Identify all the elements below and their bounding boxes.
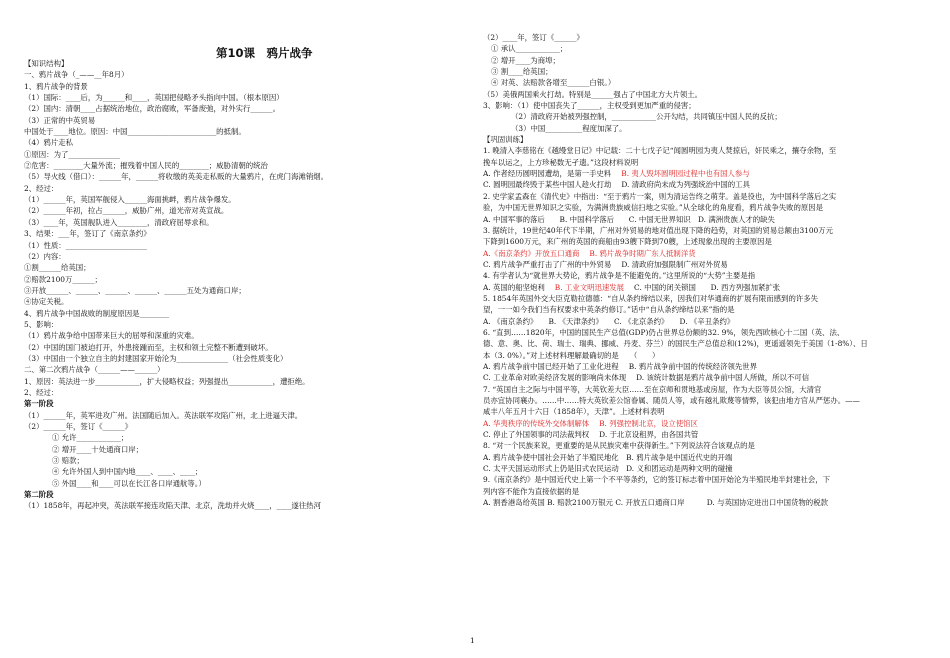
left-line — [24, 228, 474, 239]
left-line — [24, 58, 474, 69]
right-line-text: ④ 对英、法赔款各增至______白银。） — [491, 78, 616, 88]
right-line — [483, 361, 931, 372]
right-line — [483, 32, 931, 43]
right-line — [483, 179, 931, 190]
right-line — [483, 191, 931, 202]
right-line — [483, 214, 931, 225]
left-line — [24, 364, 474, 375]
right-line-option: B. 夷人毁坏圆明园过程中也有国人参与 — [621, 169, 750, 179]
left-line — [24, 285, 474, 296]
left-line — [24, 115, 474, 126]
left-line-text: （1）性质：______________________ — [24, 240, 147, 250]
left-line-text: 1、原因：英法进一步____________，扩大侵略权益；列强提出____________，遭拒绝。 — [24, 376, 310, 386]
right-line-text: 德、意、奥、比、荷、瑞士、瑞典、挪威、丹麦、芬兰）的国民生产总值总和(12%)，更遥遥领先于美国（1-8%）、日 — [483, 339, 868, 349]
right-line — [483, 304, 931, 315]
right-line-text: （5）美俄两国乘火打劫。特别是______强占了中国北方大片领土。 — [483, 89, 703, 99]
left-line-text: 一、鸦片战争（_——__年8月） — [24, 70, 129, 80]
left-line-text: （2）内容： — [24, 251, 66, 261]
right-line-text: 验，为中国无世界知识之实验，为满洲贵族威信扫地之实验。”从全球化的角度看，鸦片战争失败的原因是 — [483, 203, 824, 213]
left-line — [24, 126, 474, 137]
left-line — [24, 262, 474, 273]
left-line-text: 3、结果：___年，签订了《南京条约》 — [24, 229, 151, 239]
left-line-text: 第一阶段 — [24, 399, 54, 409]
right-line-text: 本（3. 0%）。”对上述材料理解最确切的是 （ ） — [483, 350, 660, 360]
left-line — [24, 410, 474, 421]
left-line — [24, 149, 474, 160]
left-line-text: 2、经过： — [24, 387, 59, 397]
right-line-text: 3. 据统计，19世纪40年代下半期，广州对外贸易的地对值出现下降的趋势，对英国的贸易总额由3100万元 — [483, 225, 834, 235]
left-line-text: 二、第二次鸦片战争（______——______） — [24, 365, 165, 375]
right-line — [483, 395, 931, 406]
right-line-text: 6. “直到……1820年，中国的国民生产总值(GDP)仍占世界总份额的32. 9%，领先西欧核心十二国（英、法、 — [483, 327, 845, 337]
right-line-text: 1. 晚清入李慈铭在《越缦堂日记》中记载：二十七戊子记“闻圆明园为夷人焚掠后，奸民乘之，攘夺余物，至 — [483, 146, 837, 156]
right-line-text: ③ 割____给英国； — [491, 67, 553, 77]
left-line-text: （2）国内：清朝____占据统治地位，政治腐败，军备废弛，对外实行______。 — [24, 104, 280, 114]
right-line-option: D. 清政府尚未成为列强统治中国的工具 — [621, 180, 750, 190]
left-line — [24, 205, 474, 216]
right-line — [483, 168, 931, 179]
left-line-text: ②赔款2100万______； — [24, 274, 102, 284]
left-line — [24, 398, 474, 409]
right-line-text: C. 太平天国运动形式上仍是旧式农民运动 D. 义和团运动是两种文明的碰撞 — [483, 464, 733, 474]
right-line — [483, 248, 931, 259]
right-line — [483, 440, 931, 451]
left-line-text: ③ 赔款； — [52, 456, 84, 466]
right-line-text: （2）____年，签订《______》 — [483, 33, 584, 42]
left-line-text: （2）______年，签订《______》 — [24, 422, 133, 431]
right-line-text: 9.《南京条约》是中国近代史上第一个不平等条约，它的签订标志着中国开始沦为半殖民地半封建社会，下 — [483, 475, 831, 485]
left-line-text: 1、鸦片战争的背景 — [24, 81, 88, 91]
right-line — [483, 236, 931, 247]
left-line — [24, 353, 474, 364]
left-line-text: （2）______年初，拉占______，威胁广州，道光帝对英宣战。 — [24, 206, 229, 216]
right-line — [483, 111, 931, 122]
right-line-option: D. 该统计数据是鸦片战争前中国人所做，所以不可信 — [636, 373, 810, 383]
left-line — [24, 478, 474, 489]
left-line — [24, 240, 474, 251]
left-line — [24, 92, 474, 103]
right-line-text: A. 《南京条约》 B. 《天津条约》 C. 《北京条约》 D. 《辛丑条约》 — [483, 316, 735, 326]
right-line-option: B. 工业文明迅速发展 — [554, 282, 625, 292]
right-line-option: B. 鸦片战争时期广东人抵制洋货 — [589, 248, 696, 258]
left-line-text: （1）______年，英军进攻广州。法国随后加入。英法联军攻陷广州，北上进逼天津。 — [24, 410, 303, 420]
left-line-text: ①原因：为了______________ — [24, 149, 121, 159]
left-line-text: 4、鸦片战争中国战败的制度原因是________ — [24, 308, 170, 318]
right-line-text: 【巩固训练】 — [483, 135, 528, 145]
left-line-text: 5、影响： — [24, 319, 59, 329]
left-line-text: （1）1858年，再起冲突，英法联军接连攻陷天津、北京，洗劫并火烧____，____遂往热河 — [24, 501, 321, 511]
right-line — [483, 282, 931, 293]
right-line — [483, 77, 931, 88]
right-line-text: C. 圆明园最终毁于某些中国人趁火打劫 — [483, 180, 612, 190]
page-title: 第10课 鸦片战争 — [216, 46, 313, 60]
right-line — [483, 474, 931, 485]
left-line-text: ⑤ 外国____和____可以在长江各口岸通航等。） — [52, 478, 206, 488]
left-line-text: （3）____年，英国舰队进入________，清政府屈辱求和。 — [24, 217, 214, 227]
right-line — [483, 350, 931, 361]
right-line-option: D. 于北京设租界，由各国共管 — [599, 430, 699, 440]
right-line-text: 4. 有学者认为“就世界大势论，鸦片战争是不能避免的。”这里所说的“大势”主要是指 — [483, 271, 756, 281]
left-line-text: ②危害：________大量外流；摧残着中国人民的________；威胁清朝的统治 — [24, 161, 268, 171]
left-line-text: 中国处于____地位。原因：中国________________________的抵制。 — [24, 127, 246, 137]
right-line-text: 望，一一如今我们当有权要求中英条约修订。”话中“自从条约缔结以来”指的是 — [483, 305, 735, 315]
right-line — [483, 43, 931, 54]
right-line-text: 8. “对一个民族来说，更重要的是从民族灾难中获得新生。”下列说法符合该观点的是 — [483, 441, 755, 451]
right-line-text: 列内容不能作为直接依据的是 — [483, 486, 580, 496]
left-line-text: （1）国际：____后，为______和____，英国把侵略矛头指向中国。（根本原因） — [24, 93, 284, 103]
right-line — [483, 429, 931, 440]
left-line — [24, 160, 474, 171]
left-line — [24, 432, 474, 443]
left-column — [24, 58, 474, 512]
right-line-text: A. 作者经历圆明园遭劫，是第一手史料 — [483, 169, 612, 179]
left-line — [24, 330, 474, 341]
right-column — [483, 32, 931, 508]
left-line — [24, 81, 474, 92]
left-line-text: 2、经过： — [24, 183, 59, 193]
right-line — [483, 384, 931, 395]
right-line — [483, 338, 931, 349]
right-line-text: 7. “英国自主之际与中国平等，大英钦差大臣……至在京师和贯地基或房屋，作为大臣等员公馆，大清官 — [483, 384, 822, 394]
left-line — [24, 444, 474, 455]
right-line — [483, 225, 931, 236]
right-line — [483, 55, 931, 66]
right-line-text: ② 增开____为商埠； — [491, 55, 560, 65]
right-line-text: 2. 史学家孟森在《清代史》中指出：“至于鸦片一案，则为清运告终之萌芽。盖是役也，为中国科学落后之实 — [483, 191, 837, 201]
right-line — [483, 202, 931, 213]
left-line — [24, 183, 474, 194]
right-line-text: 下降到1600万元，来广州的英国的商船由93艘下降到70艘，上述现象出现的主要原因是 — [483, 237, 772, 247]
left-line — [24, 376, 474, 387]
left-line — [24, 387, 474, 398]
right-line-text: 5. 1854年英国外交大臣克勒拉德德：“自从条约缔结以来，因我们对华通商的扩展有限而感到的许多失 — [483, 293, 819, 303]
left-line — [24, 455, 474, 466]
right-line-text: A. 中国军事的落后 B. 中国科学落后 C. 中国无世界知识 D. 满洲贵族人才的缺失 — [483, 214, 775, 224]
left-line-text: （3）正常的中英贸易 — [24, 115, 96, 125]
left-line — [24, 342, 474, 353]
right-line — [483, 270, 931, 281]
right-line-text: A. 鸦片战争使中国社会开始了半殖民地化 B. 鸦片战争是中国近代史的开端 — [483, 452, 733, 462]
right-line-option: D. 清政府加强限制广州对外贸易 — [621, 259, 728, 269]
right-line — [483, 406, 931, 417]
right-line — [483, 486, 931, 497]
left-line — [24, 69, 474, 80]
left-line-text: ①割______给英国； — [24, 263, 91, 273]
left-line — [24, 489, 474, 500]
left-line-text: ② 增开____十处通商口岸； — [52, 444, 144, 454]
right-line — [483, 157, 931, 168]
right-line — [483, 89, 931, 100]
left-line-text: 【知识结构】 — [24, 59, 69, 68]
right-line — [483, 463, 931, 474]
right-line — [483, 145, 931, 156]
right-line — [483, 327, 931, 338]
right-line-text: 3、影响：（1）使中国丧失了______，主权受到更加严重的侵害； — [483, 101, 696, 111]
left-line — [24, 171, 474, 182]
right-line — [483, 134, 931, 145]
left-line-text: ① 允许____________； — [52, 433, 129, 443]
left-line — [24, 137, 474, 148]
left-line-text: 第二阶段 — [24, 490, 54, 500]
left-line — [24, 319, 474, 330]
left-line — [24, 217, 474, 228]
right-line-option: B. 鸦片战争前中国的传统经济领先世界 — [628, 361, 758, 371]
right-line — [483, 100, 931, 111]
left-line — [24, 251, 474, 262]
right-line-text: C. 鸦片战争严重打击了广州的中外贸易 — [483, 259, 612, 269]
right-line-text: A. 华夷秩序的传统外交体制解体 — [483, 418, 590, 428]
right-line-text: A.《南京条约》开放五口通商 — [483, 248, 580, 258]
right-line — [483, 66, 931, 77]
right-line-option: C. 中国的闭关锁国 D. 西方列强加紧扩张 — [634, 282, 781, 292]
left-line-text: ④协定关税。 — [24, 297, 69, 307]
left-line-text: ③开放______、______、______、______、______五处为通商口岸； — [24, 285, 246, 295]
left-line-text: （5）导火线（借口）：______年，______将收缴的英美走私贩的大量鸦片，在虎门海滩销烟。 — [24, 172, 329, 182]
right-line-text: A. 英国的船坚炮利 — [483, 282, 545, 292]
left-line-text: ④ 允许外国人到中国内地____、____、____； — [52, 467, 203, 477]
right-line — [483, 316, 931, 327]
right-line-text: A. 割香港岛给英国 B. 赔款2100万银元 C. 开放五口通商口岸 D. 与英国协定进出口中国货物的税款 — [483, 498, 828, 508]
right-line-text: 咸丰八年五月十六日（1858年），天津”。上述材料表明 — [483, 407, 665, 417]
right-line — [483, 452, 931, 463]
right-line-text: C. 停止了外国领事的司法裁判权 — [483, 430, 590, 440]
left-line-text: （2）中国的国门被迫打开，外患接踵而至，主权和领土完整不断遭到破坏。 — [24, 342, 273, 352]
left-line — [24, 194, 474, 205]
right-line-text: A. 鸦片战争前中国已经开始了工业化进程 — [483, 361, 619, 371]
left-line-text: （3）中国由一个独立自主的封建国家开始沦为______________（社会性质变化） — [24, 353, 288, 363]
right-line — [483, 418, 931, 429]
right-line — [483, 497, 931, 508]
right-line-text: 员亦宜协同襄办。……中……特大英钦差公馆眷属、随员人等，或有越礼欺蔑等情弊，该犯由地方官从严惩办。—— — [483, 396, 860, 405]
left-line — [24, 103, 474, 114]
left-line — [24, 466, 474, 477]
right-line — [483, 372, 931, 383]
right-line — [483, 123, 931, 134]
left-line — [24, 500, 474, 511]
left-line — [24, 274, 474, 285]
left-line — [24, 308, 474, 319]
left-line-text: （4）鸦片走私 — [24, 138, 74, 148]
right-line-text: （3）中国__________程度加深了。 — [511, 123, 627, 133]
left-line — [24, 421, 474, 432]
right-line-option: B. 列强控制北京，设立使馆区 — [599, 418, 698, 428]
right-line-text: （2）清政府开始被列强控制，____________公开勾结，共同镇压中国人民的反抗； — [511, 112, 782, 122]
right-line — [483, 259, 931, 270]
left-line-text: （1）______年，英国军舰侵入______海面挑衅，鸦片战争爆发。 — [24, 195, 236, 205]
right-line — [483, 293, 931, 304]
left-line-text: （1）鸦片战争给中国带来巨大的屈辱和深重的灾难。 — [24, 331, 199, 341]
left-line — [24, 296, 474, 307]
page-number: 1 — [470, 636, 475, 645]
right-line-text: 挽车以运之，上方珍秘数无孑遗。”这段材料说明 — [483, 157, 639, 167]
right-line-text: ① 承认____________； — [491, 44, 568, 54]
right-line-text: C. 工业革命对欧美经济发展的影响尚未体现 — [483, 373, 627, 383]
